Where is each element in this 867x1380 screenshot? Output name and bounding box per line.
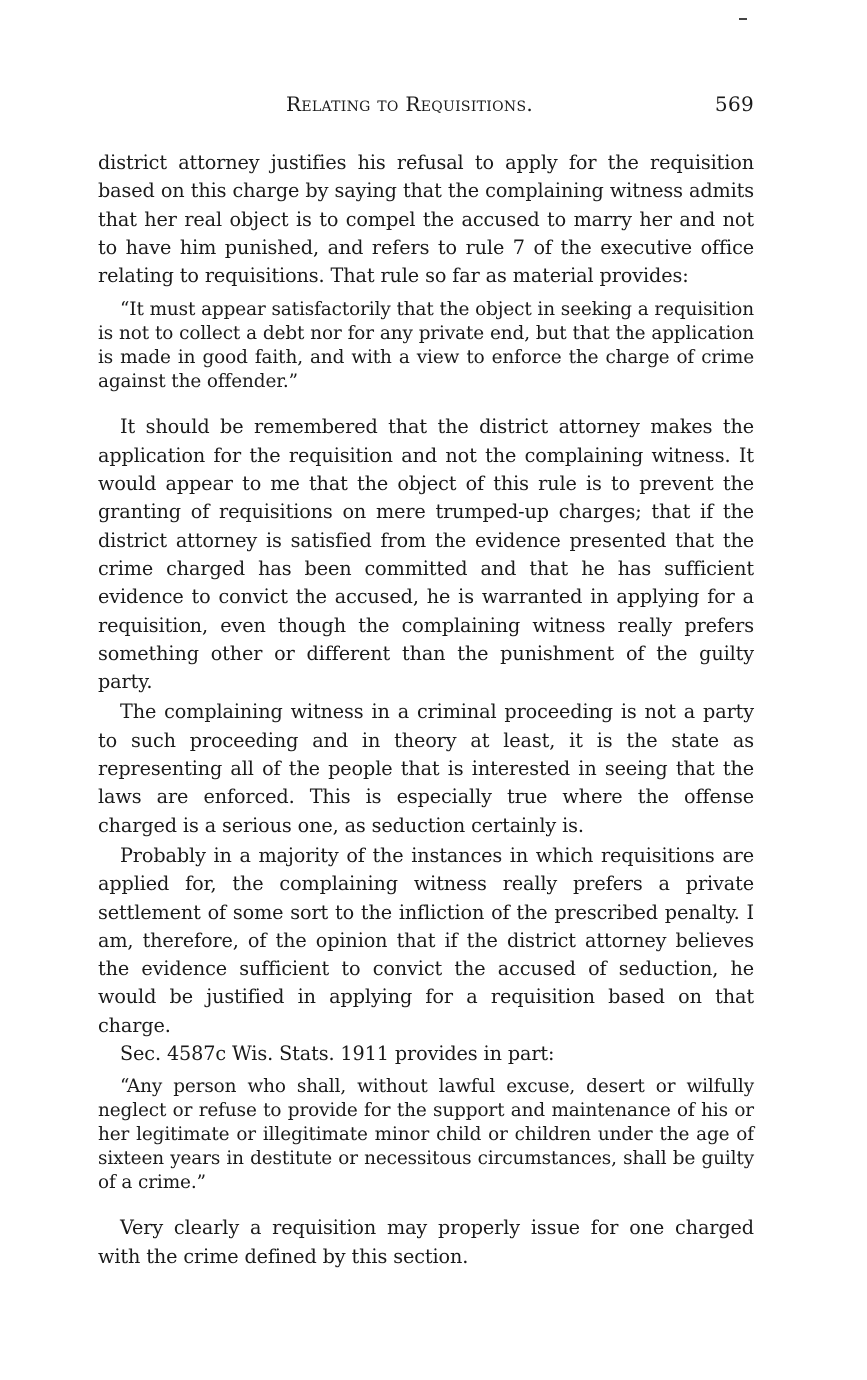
running-header: [98, 84, 754, 120]
paragraph-6: Very clearly a requisition may properly issue for one charged with the crime defined by this section.: [98, 1216, 754, 1268]
header-title: Relating to Requisitions.: [286, 92, 534, 116]
page-number: 569: [714, 92, 754, 116]
paragraph-5: Sec. 4587c Wis. Stats. 1911 provides in part:: [120, 1042, 555, 1066]
document-page: [98, 84, 754, 1271]
paragraph-3: The complaining witness in a criminal proceeding is not a party to such proceeding and in theory at least, it is the state as representing all of the people that is interested in seeing that the laws are enforced. This is especially true where the offense charged is a serious one, as seduction certainly is.: [98, 700, 754, 837]
block-quote-rule-7: “It must appear satisfactorily that the object in seeking a requisition is not to collect a debt nor for any private end, but that the application is made in good faith, and with a view to enforce the charge of crime against the offender.”: [98, 299, 754, 393]
block-quote-statute: “Any person who shall, without lawful excuse, desert or wilfully neglect or refuse to provide for the support and maintenance of his or her legitimate or illegitimate minor child or children under the age of sixteen years in destitute or necessitous circumstances, shall be guilty of a crime.”: [98, 1076, 754, 1194]
paragraph-4: Probably in a majority of the instances in which requisitions are applied for, the complaining witness really prefers a private settlement of some sort to the infliction of the prescribed penalty. I am, therefore, of the opinion that if the district attorney believes the evidence sufficient to convict the accused of seduction, he would be justified in applying for a requisition based on that charge.: [98, 843, 754, 1037]
paragraph-1: district attorney justifies his refusal to apply for the requisition based on this charge by saying that the complaining witness admits that her real object is to compel the accused to marry her and not to have him punished, and refers to rule 7 of the executive office relating to requisitions. That rule so far as material provides:: [98, 151, 754, 288]
paragraph-2: It should be remembered that the district attorney makes the application for the requisition and not the complaining witness. It would appear to me that the object of this rule is to prevent the granting of requisitions on mere trumped-up charges; that if the district attorney is satisfied from the evidence presented that the crime charged has been committed and that he has sufficient evidence to convict the accused, he is warranted in applying for a requisition, even though the complaining witness really prefers something other or different than the punishment of the guilty party.: [98, 415, 754, 694]
page-mark: [739, 18, 747, 20]
